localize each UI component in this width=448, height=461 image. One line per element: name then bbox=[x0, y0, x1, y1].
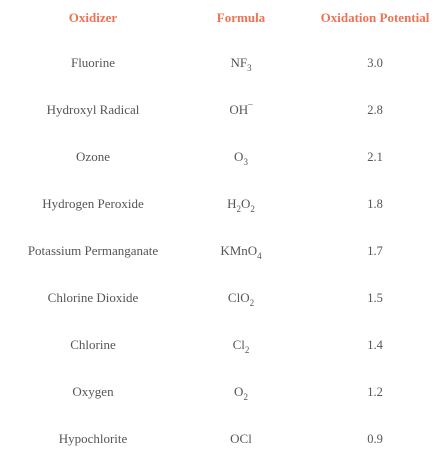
oxidation-potential-value: 0.9 bbox=[367, 432, 383, 446]
formula-text: OCl bbox=[230, 431, 252, 446]
header-oxidizer: Oxidizer bbox=[68, 10, 118, 25]
oxidation-potential-value: 1.4 bbox=[367, 338, 383, 352]
formula-subscript: 3 bbox=[247, 63, 252, 73]
oxidizer-name: Hydroxyl Radical bbox=[46, 102, 140, 117]
table-row bbox=[0, 429, 448, 449]
formula-text: ClO bbox=[227, 290, 250, 305]
oxidizer-name: Chlorine bbox=[70, 337, 116, 352]
formula-subscript: 3 bbox=[243, 157, 248, 167]
oxidizer-name: Ozone bbox=[76, 149, 110, 164]
oxidation-potential-value: 1.8 bbox=[367, 197, 383, 211]
formula-superscript: – bbox=[248, 99, 253, 109]
formula-text: O bbox=[234, 384, 244, 399]
formula-subscript: 2 bbox=[250, 204, 255, 214]
formula-subscript: 2 bbox=[244, 345, 250, 355]
oxidizer-name: Potassium Permanganate bbox=[27, 243, 159, 258]
formula-text: O bbox=[234, 149, 244, 164]
chemical-formula bbox=[229, 100, 252, 120]
table-row bbox=[0, 53, 448, 73]
formula-text: NF bbox=[230, 55, 248, 70]
formula-text: O bbox=[241, 196, 251, 211]
oxidation-potential-value: 1.5 bbox=[367, 291, 383, 305]
table-row bbox=[0, 100, 448, 120]
table-row bbox=[0, 288, 448, 308]
formula-subscript: 2 bbox=[243, 392, 248, 402]
oxidizer-name: Chlorine Dioxide bbox=[47, 290, 139, 305]
oxidizer-name: Hydrogen Peroxide bbox=[42, 196, 144, 211]
oxidation-potential-value: 3.0 bbox=[367, 56, 383, 70]
chemical-formula bbox=[234, 147, 248, 167]
formula-subscript: 2 bbox=[249, 298, 255, 308]
formula-text: H bbox=[227, 196, 237, 211]
table-row bbox=[0, 241, 448, 261]
oxidizer-name: Fluorine bbox=[70, 55, 116, 70]
table-row bbox=[0, 194, 448, 214]
formula-text: Cl bbox=[232, 337, 245, 352]
oxidizer-name: Oxygen bbox=[72, 384, 114, 399]
table-row bbox=[0, 382, 448, 402]
chemical-formula bbox=[228, 288, 254, 308]
chemical-formula bbox=[230, 53, 251, 73]
oxidation-potential-value: 2.1 bbox=[367, 150, 383, 164]
chemical-formula bbox=[230, 429, 252, 449]
oxidation-potential-value: 2.8 bbox=[367, 103, 383, 117]
oxidation-potential-value: 1.7 bbox=[367, 244, 383, 258]
header-formula: Formula bbox=[216, 10, 266, 25]
table-row bbox=[0, 147, 448, 167]
formula-text: OH bbox=[229, 102, 249, 117]
header-oxidation-potential: Oxidation Potential bbox=[320, 10, 430, 25]
table-header-row bbox=[0, 9, 448, 27]
table-row bbox=[0, 335, 448, 355]
formula-subscript: 2 bbox=[236, 204, 241, 214]
oxidation-potential-value: 1.2 bbox=[367, 385, 383, 399]
formula-text: KMnO bbox=[220, 243, 258, 258]
chemical-formula bbox=[220, 241, 261, 261]
formula-subscript: 4 bbox=[257, 251, 262, 261]
chemical-formula bbox=[234, 382, 248, 402]
oxidizer-name: Hypochlorite bbox=[58, 431, 128, 446]
chemical-formula bbox=[233, 335, 250, 355]
chemical-formula bbox=[227, 194, 255, 214]
